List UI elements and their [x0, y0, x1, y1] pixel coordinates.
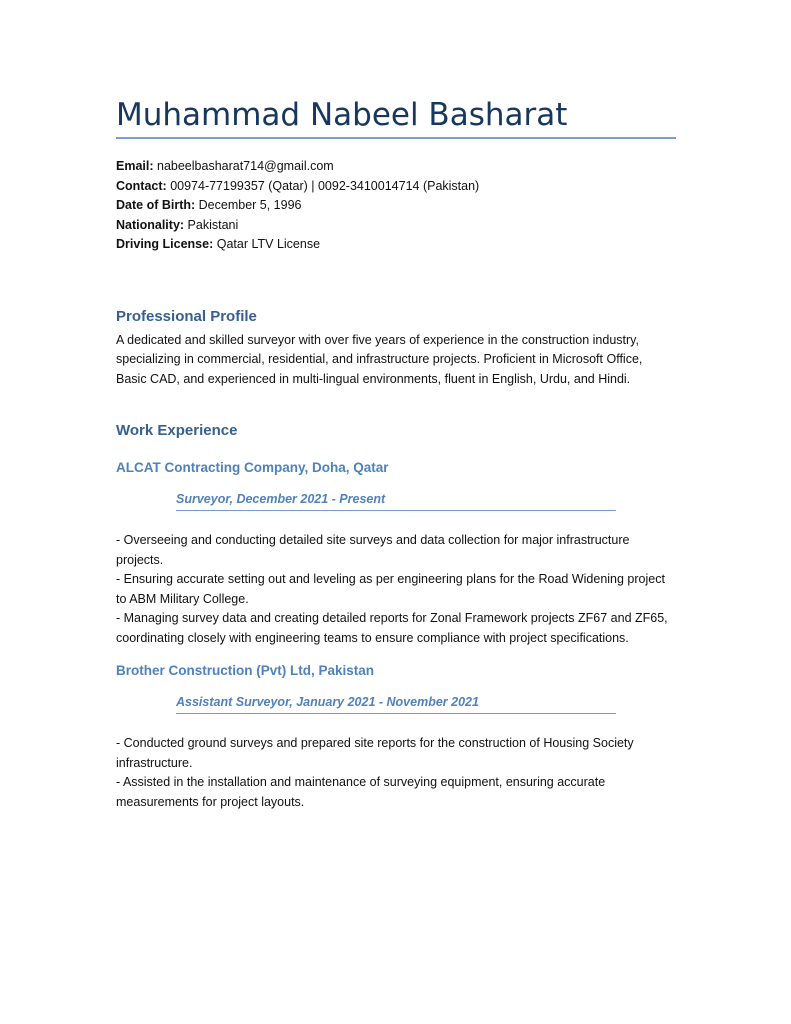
job-role: Surveyor, December 2021 - Present: [176, 492, 386, 506]
company-name: Brother Construction (Pvt) Ltd, Pakistan: [116, 663, 375, 678]
duty-item: - Assisted in the installation and maintenance of surveying equipment, ensuring accurate measurements for project layouts.: [116, 775, 606, 809]
contact-row: [116, 177, 676, 197]
duties-list: [116, 734, 676, 812]
role-block: [176, 491, 616, 511]
dob-row: [116, 196, 676, 216]
contact-value: 00974-77199357 (Qatar) | 0092-3410014714 (Pakistan): [170, 178, 480, 193]
nationality-label: Nationality:: [116, 217, 185, 232]
nationality-row: [116, 216, 676, 236]
duties-list: [116, 531, 676, 648]
license-label: Driving License:: [116, 237, 214, 251]
nationality-value: Pakistani: [187, 217, 239, 232]
role-block: [176, 694, 616, 714]
company-name: ALCAT Contracting Company, Doha, Qatar: [116, 460, 389, 475]
role-divider: [176, 713, 616, 714]
title-divider: [116, 137, 676, 139]
candidate-name: Muhammad Nabeel Basharat: [116, 97, 568, 133]
email-value: nabeelbasharat714@gmail.com: [157, 159, 334, 173]
duty-item: - Managing survey data and creating detailed reports for Zonal Framework projects ZF67 and ZF65, coordinating closely with engineering teams to ensure compliance with project specifications.: [116, 611, 668, 645]
work-heading: Work Experience: [116, 422, 238, 439]
contact-block: [116, 157, 676, 255]
resume-page: [116, 96, 676, 812]
role-divider: [176, 510, 616, 511]
duty-item: - Overseeing and conducting detailed site surveys and data collection for major infrastructure projects.: [116, 533, 630, 567]
dob-value: December 5, 1996: [198, 198, 302, 212]
dob-label: Date of Birth:: [116, 198, 196, 212]
email-label: Email:: [116, 159, 154, 173]
duty-item: - Conducted ground surveys and prepared site reports for the construction of Housing Society infrastructure.: [116, 736, 634, 770]
contact-label: Contact:: [116, 178, 167, 193]
profile-text: A dedicated and skilled surveyor with over five years of experience in the construction industry, specializing in commercial, residential, and infrastructure projects. Proficient in Microsoft Office, Basic CAD, and experienced in multi-lingual environments, fluent in English, Urdu, and Hindi.: [116, 332, 643, 386]
job-role: Assistant Surveyor, January 2021 - November 2021: [176, 695, 479, 709]
license-row: [116, 235, 676, 255]
license-value: Qatar LTV License: [216, 237, 321, 251]
profile-heading: Professional Profile: [116, 307, 257, 325]
duty-item: - Ensuring accurate setting out and leveling as per engineering plans for the Road Widening project to ABM Military College.: [116, 572, 665, 606]
email-row: [116, 157, 676, 177]
